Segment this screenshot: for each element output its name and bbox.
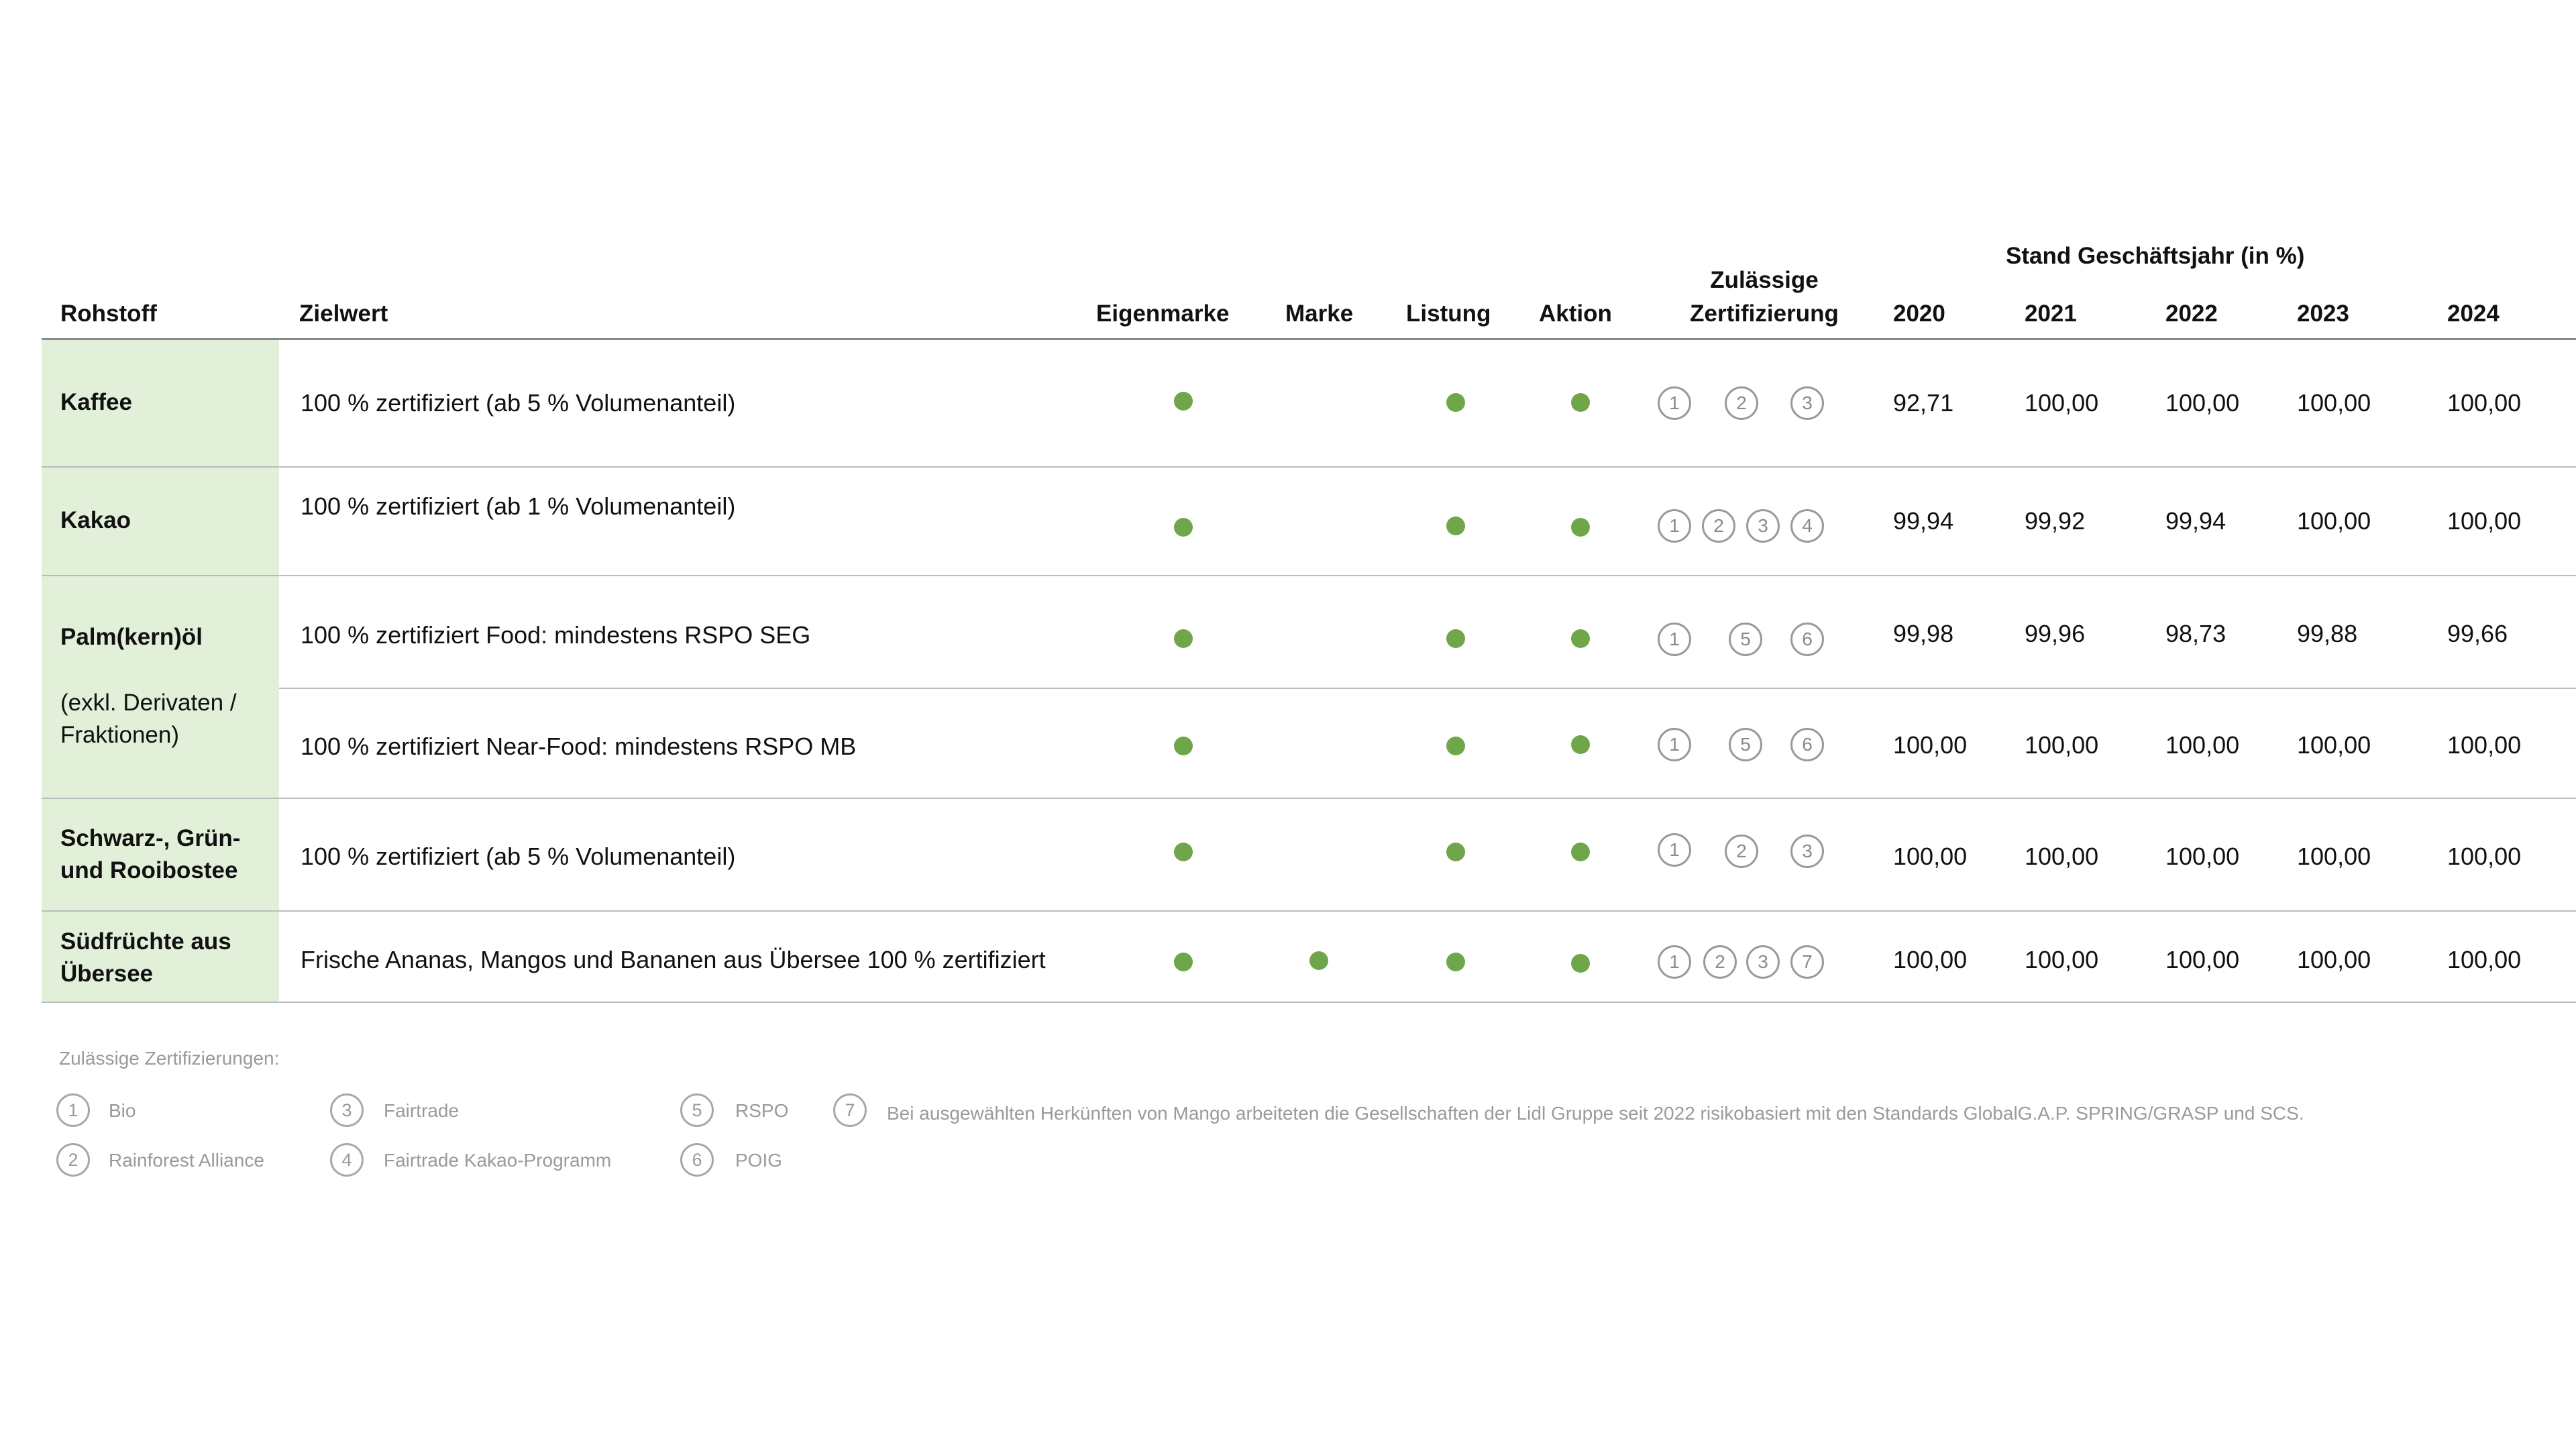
legend-label: Fairtrade Kakao-Programm bbox=[384, 1150, 612, 1171]
row-name-bg-tee bbox=[42, 799, 279, 910]
aktion-dot bbox=[1571, 393, 1590, 412]
row-divider bbox=[42, 910, 2576, 912]
aktion-dot bbox=[1571, 843, 1590, 861]
value-cell: 100,00 bbox=[2025, 731, 2099, 759]
value-cell: 99,98 bbox=[1893, 620, 1954, 647]
legend-num: 5 bbox=[680, 1093, 714, 1127]
cert-circle: 2 bbox=[1725, 835, 1758, 868]
value-cell: 100,00 bbox=[2297, 946, 2371, 973]
aktion-dot bbox=[1571, 954, 1590, 973]
value-cell: 100,00 bbox=[2297, 843, 2371, 870]
value-cell: 100,00 bbox=[2025, 946, 2099, 973]
cert-circle: 7 bbox=[1790, 945, 1824, 979]
cert-circle: 2 bbox=[1725, 386, 1758, 420]
eigenmarke-dot bbox=[1174, 843, 1193, 861]
eigenmarke-dot bbox=[1174, 518, 1193, 537]
value-cell: 99,96 bbox=[2025, 620, 2086, 647]
cert-circle: 3 bbox=[1790, 835, 1824, 868]
value-cell: 99,88 bbox=[2297, 620, 2358, 647]
eigenmarke-dot bbox=[1174, 953, 1193, 971]
col-header-marke: Marke bbox=[1285, 301, 1354, 327]
col-header-zielwert: Zielwert bbox=[299, 301, 388, 327]
row-subname-palm-line2: Fraktionen) bbox=[60, 722, 180, 748]
row-name-bg-palm bbox=[42, 576, 279, 798]
value-cell: 100,00 bbox=[2297, 389, 2371, 417]
legend-num: 7 bbox=[833, 1093, 867, 1127]
value-cell: 100,00 bbox=[2447, 389, 2522, 417]
value-cell: 100,00 bbox=[2447, 731, 2522, 759]
legend-num: 2 bbox=[56, 1143, 90, 1177]
legend-label: Fairtrade bbox=[384, 1100, 460, 1121]
listung-dot bbox=[1446, 629, 1465, 648]
value-cell: 100,00 bbox=[2165, 946, 2240, 973]
row-divider bbox=[42, 798, 2576, 799]
cert-circle: 1 bbox=[1658, 728, 1691, 761]
zielwert-suedfruechte: Frische Ananas, Mangos und Bananen aus Übersee 100 % zertifiziert bbox=[301, 946, 1046, 973]
col-header-listung: Listung bbox=[1406, 301, 1491, 327]
cert-circle: 4 bbox=[1790, 509, 1824, 543]
listung-dot bbox=[1446, 393, 1465, 412]
cert-circle: 1 bbox=[1658, 386, 1691, 420]
value-cell: 100,00 bbox=[2025, 843, 2099, 870]
col-header-year-2021: 2021 bbox=[2025, 301, 2077, 327]
legend-num: 4 bbox=[330, 1143, 364, 1177]
aktion-dot bbox=[1571, 735, 1590, 754]
legend-num: 1 bbox=[56, 1093, 90, 1127]
cert-circle: 1 bbox=[1658, 945, 1691, 979]
value-cell: 100,00 bbox=[2165, 843, 2240, 870]
legend-label: POIG bbox=[735, 1150, 783, 1171]
col-header-year-2024: 2024 bbox=[2447, 301, 2500, 327]
row-divider bbox=[42, 575, 2576, 576]
col-header-year-2022: 2022 bbox=[2165, 301, 2218, 327]
cert-circle: 1 bbox=[1658, 509, 1691, 543]
legend-label: Rainforest Alliance bbox=[109, 1150, 264, 1171]
value-cell: 100,00 bbox=[2297, 731, 2371, 759]
cert-circle: 6 bbox=[1790, 728, 1824, 761]
zielwert-kaffee: 100 % zertifiziert (ab 5 % Volumenanteil) bbox=[301, 389, 736, 417]
stand-geschaeftsjahr-label: Stand Geschäftsjahr (in %) bbox=[2006, 243, 2305, 269]
value-cell: 100,00 bbox=[2447, 946, 2522, 973]
value-cell: 99,92 bbox=[2025, 507, 2086, 535]
cert-circle: 1 bbox=[1658, 833, 1691, 867]
legend-num: 6 bbox=[680, 1143, 714, 1177]
cert-circle: 5 bbox=[1729, 728, 1762, 761]
aktion-dot bbox=[1571, 629, 1590, 648]
cert-circle: 2 bbox=[1703, 945, 1737, 979]
value-cell: 100,00 bbox=[2025, 389, 2099, 417]
value-cell: 100,00 bbox=[2165, 731, 2240, 759]
zielwert-tee: 100 % zertifiziert (ab 5 % Volumenanteil) bbox=[301, 843, 736, 870]
listung-dot bbox=[1446, 953, 1465, 971]
col-header-year-2023: 2023 bbox=[2297, 301, 2349, 327]
row-name-suedfruechte-line2: Übersee bbox=[60, 961, 154, 987]
row-name-tee-line2: und Rooibostee bbox=[60, 857, 238, 883]
value-cell: 100,00 bbox=[1893, 731, 1968, 759]
cert-circle: 2 bbox=[1702, 509, 1735, 543]
legend-label: Bei ausgewählten Herkünften von Mango arbeiteten die Gesellschaften der Lidl Gruppe seit 2022 risikobasiert mit den Standards GlobalG.A.P. SPRING/GRASP und SCS. bbox=[887, 1103, 2304, 1124]
aktion-dot bbox=[1571, 518, 1590, 537]
col-header-eigenmarke: Eigenmarke bbox=[1096, 301, 1230, 327]
listung-dot bbox=[1446, 517, 1465, 535]
row-name-bg-suedfruechte bbox=[42, 912, 279, 1002]
col-header-aktion: Aktion bbox=[1539, 301, 1612, 327]
marke-dot bbox=[1309, 951, 1328, 970]
zielwert-kakao: 100 % zertifiziert (ab 1 % Volumenanteil) bbox=[301, 492, 736, 520]
cert-circle: 3 bbox=[1746, 945, 1780, 979]
value-cell: 100,00 bbox=[2447, 843, 2522, 870]
legend-num: 3 bbox=[330, 1093, 364, 1127]
row-name-kaffee: Kaffee bbox=[60, 389, 132, 415]
value-cell: 100,00 bbox=[1893, 946, 1968, 973]
eigenmarke-dot bbox=[1174, 737, 1193, 755]
listung-dot bbox=[1446, 843, 1465, 861]
row-divider bbox=[42, 466, 2576, 468]
legend-title: Zulässige Zertifizierungen: bbox=[59, 1048, 280, 1069]
row-name-kakao: Kakao bbox=[60, 507, 131, 533]
row-divider bbox=[42, 1002, 2576, 1003]
zielwert-palm-food: 100 % zertifiziert Food: mindestens RSPO SEG bbox=[301, 621, 811, 649]
row-name-suedfruechte-line1: Südfrüchte aus bbox=[60, 928, 231, 955]
legend-label: RSPO bbox=[735, 1100, 789, 1121]
eigenmarke-dot bbox=[1174, 392, 1193, 411]
cert-circle: 1 bbox=[1658, 623, 1691, 656]
zielwert-palm-nearfood: 100 % zertifiziert Near-Food: mindestens RSPO MB bbox=[301, 733, 857, 760]
value-cell: 100,00 bbox=[2297, 507, 2371, 535]
eigenmarke-dot bbox=[1174, 629, 1193, 648]
cert-circle: 5 bbox=[1729, 623, 1762, 656]
value-cell: 100,00 bbox=[2447, 507, 2522, 535]
listung-dot bbox=[1446, 737, 1465, 755]
value-cell: 100,00 bbox=[1893, 843, 1968, 870]
row-subname-palm-line1: (exkl. Derivaten / bbox=[60, 690, 237, 716]
cert-circle: 3 bbox=[1746, 509, 1780, 543]
value-cell: 99,94 bbox=[2165, 507, 2226, 535]
value-cell: 99,66 bbox=[2447, 620, 2508, 647]
value-cell: 92,71 bbox=[1893, 389, 1954, 417]
value-cell: 100,00 bbox=[2165, 389, 2240, 417]
row-name-palm: Palm(kern)öl bbox=[60, 624, 203, 650]
col-header-rohstoff: Rohstoff bbox=[60, 301, 157, 327]
value-cell: 99,94 bbox=[1893, 507, 1954, 535]
cert-circle: 3 bbox=[1790, 386, 1824, 420]
cert-circle: 6 bbox=[1790, 623, 1824, 656]
header-divider bbox=[42, 338, 2576, 340]
col-header-zert-line2: Zertifizierung bbox=[1690, 301, 1839, 327]
row-name-tee-line1: Schwarz-, Grün- bbox=[60, 825, 241, 851]
col-header-year-2020: 2020 bbox=[1893, 301, 1945, 327]
legend-label: Bio bbox=[109, 1100, 136, 1121]
value-cell: 98,73 bbox=[2165, 620, 2226, 647]
col-header-zert-line1: Zulässige bbox=[1710, 267, 1819, 293]
row-divider bbox=[279, 688, 2576, 689]
